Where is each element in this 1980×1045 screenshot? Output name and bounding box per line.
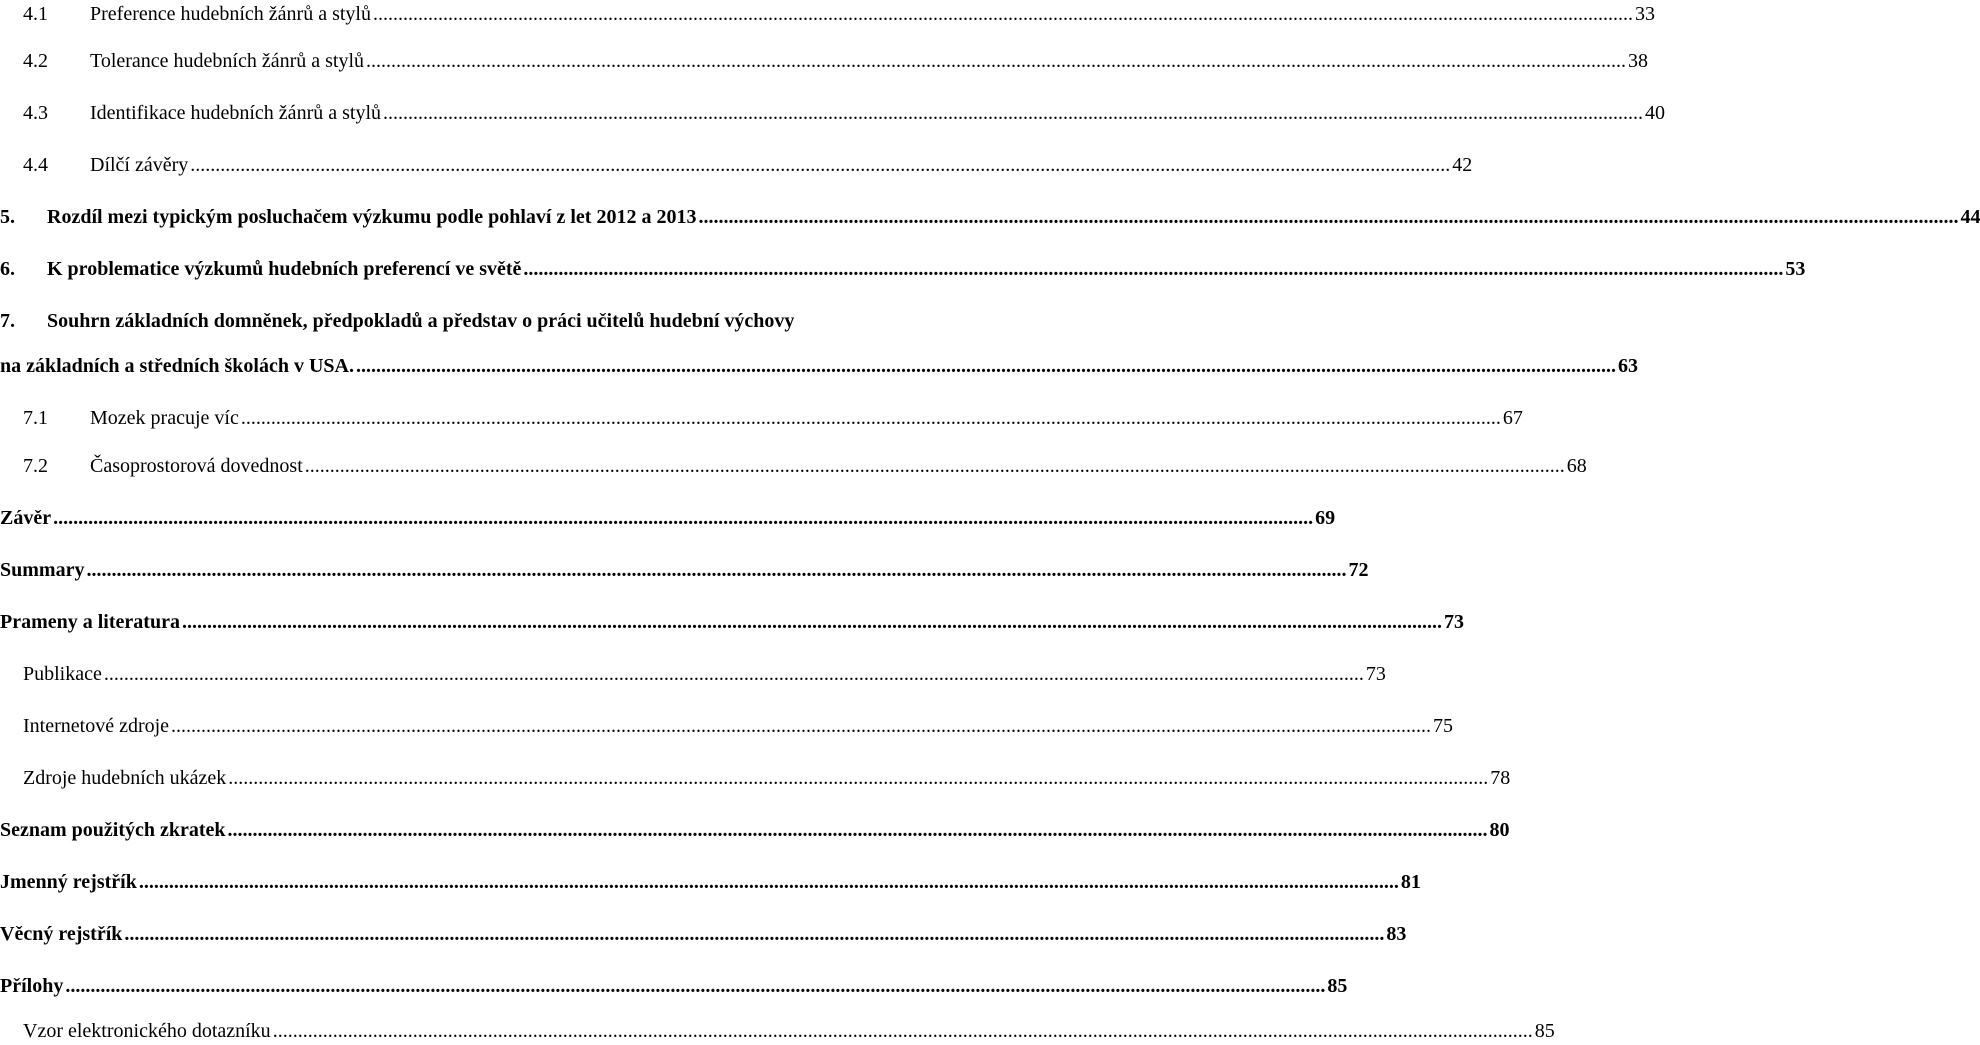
toc-entry-page: 83 [1386, 923, 1407, 945]
dot-leader [104, 660, 1364, 688]
toc-entry-title: Jmenný rejstřík [0, 871, 137, 893]
toc-entry-title: Publikace [23, 663, 102, 685]
dot-leader [273, 1017, 1533, 1045]
toc-entry-page: 73 [1365, 663, 1386, 685]
toc-entry-page: 73 [1443, 611, 1464, 633]
toc-entry-title: Zdroje hudebních ukázek [23, 767, 227, 789]
dot-leader [241, 404, 1501, 432]
toc-chapter-entry[interactable] [0, 608, 1464, 636]
dot-leader [523, 255, 1783, 283]
toc-entry[interactable] [0, 1017, 1555, 1045]
dot-leader [383, 99, 1643, 127]
toc-entry-page: 63 [1617, 355, 1638, 377]
toc-entry-title: Mozek pracuje víc [90, 407, 239, 429]
toc-entry-title: Preference hudebních žánrů a stylů [90, 3, 371, 25]
dot-leader [171, 712, 1431, 740]
toc-entry-title: Souhrn základních domněnek, předpokladů a představ o práci učitelů hudební výchovy [47, 310, 795, 332]
toc-entry-title: K problematice výzkumů hudebních preferencí ve světě [47, 258, 522, 280]
toc-entry-page: 40 [1645, 102, 1665, 124]
toc-entry[interactable] [0, 47, 1649, 75]
toc-entry[interactable] [0, 404, 1523, 432]
toc-entry-title: Tolerance hudebních žánrů a stylů [90, 50, 365, 72]
toc-entry-title: Závěr [0, 507, 52, 529]
toc-entry-title: Věcný rejstřík [0, 923, 123, 945]
toc-entry-title-continued: na základních a středních školách v USA. [0, 355, 354, 377]
toc-entry[interactable] [0, 452, 1587, 480]
toc-chapter-entry-line2[interactable] [0, 352, 1638, 380]
toc-entry-title: Prameny a literatura [0, 611, 180, 633]
toc-chapter-entry[interactable] [0, 556, 1369, 584]
toc-entry-number: 4.3 [23, 102, 48, 124]
toc-chapter-entry[interactable] [0, 816, 1510, 844]
toc-entry-title: Časoprostorová dovednost [90, 455, 303, 477]
dot-leader [366, 47, 1626, 75]
toc-chapter-entry[interactable] [0, 920, 1407, 948]
toc-entry-page: 53 [1785, 258, 1806, 280]
toc-entry[interactable] [0, 764, 1511, 792]
dot-leader [65, 972, 1325, 1000]
toc-entry-page: 85 [1327, 975, 1348, 997]
toc-entry-page: 85 [1534, 1020, 1555, 1042]
dot-leader [53, 504, 1313, 532]
toc-entry-page: 75 [1433, 715, 1454, 737]
dot-leader [228, 816, 1488, 844]
toc-entry-page: 33 [1635, 3, 1655, 25]
toc-entry-number: 5. [0, 206, 15, 228]
toc-entry-title: Vzor elektronického dotazníku [23, 1020, 271, 1042]
toc-entry-number: 4.2 [23, 50, 48, 72]
toc-entry-page: 78 [1490, 767, 1511, 789]
toc-entry[interactable] [0, 151, 1473, 179]
toc-entry-page: 72 [1348, 559, 1369, 581]
toc-chapter-entry[interactable] [0, 255, 1806, 283]
dot-leader [190, 151, 1450, 179]
toc-entry-number: 4.1 [23, 3, 48, 25]
dot-leader [182, 608, 1442, 636]
toc-entry-title: Seznam použitých zkratek [0, 819, 226, 841]
dot-leader [356, 352, 1616, 380]
toc-entry-number: 4.4 [23, 154, 48, 176]
toc-entry[interactable] [0, 660, 1386, 688]
toc-entry-page: 81 [1400, 871, 1421, 893]
toc-entry-title: Přílohy [0, 975, 64, 997]
toc-entry-number: 7.2 [23, 455, 48, 477]
dot-leader [373, 0, 1633, 28]
dot-leader [139, 868, 1399, 896]
toc-entry[interactable] [0, 0, 1655, 28]
toc-chapter-entry[interactable] [0, 504, 1336, 532]
toc-entry-page: 68 [1566, 455, 1587, 477]
toc-entry-page: 80 [1489, 819, 1510, 841]
toc-entry-number: 7.1 [23, 407, 48, 429]
toc-chapter-entry[interactable] [0, 868, 1421, 896]
dot-leader [86, 556, 1346, 584]
toc-entry-title: Internetové zdroje [23, 715, 170, 737]
toc-entry[interactable] [0, 712, 1454, 740]
toc-entry-title: Rozdíl mezi typickým posluchačem výzkumu podle pohlaví z let 2012 a 2013 [47, 206, 697, 228]
dot-leader [124, 920, 1384, 948]
toc-entry-number: 6. [0, 258, 15, 280]
toc-entry[interactable] [0, 99, 1665, 127]
toc-chapter-entry[interactable] [0, 972, 1348, 1000]
dot-leader [228, 764, 1488, 792]
toc-entry-page: 38 [1628, 50, 1649, 72]
toc-entry-number: 7. [0, 310, 15, 332]
toc-entry-title: Identifikace hudebních žánrů a stylů [90, 102, 381, 124]
dot-leader [305, 452, 1565, 480]
toc-entry-page: 67 [1502, 407, 1523, 429]
dot-leader [698, 203, 1958, 231]
toc-entry-page: 44 [1960, 206, 1980, 228]
toc-chapter-entry[interactable] [0, 203, 1980, 231]
toc-entry-page: 69 [1315, 507, 1336, 529]
toc-chapter-entry-line1[interactable] [0, 307, 955, 335]
toc-entry-page: 42 [1452, 154, 1473, 176]
toc-entry-title: Summary [0, 559, 85, 581]
toc-entry-title: Dílčí závěry [90, 154, 189, 176]
